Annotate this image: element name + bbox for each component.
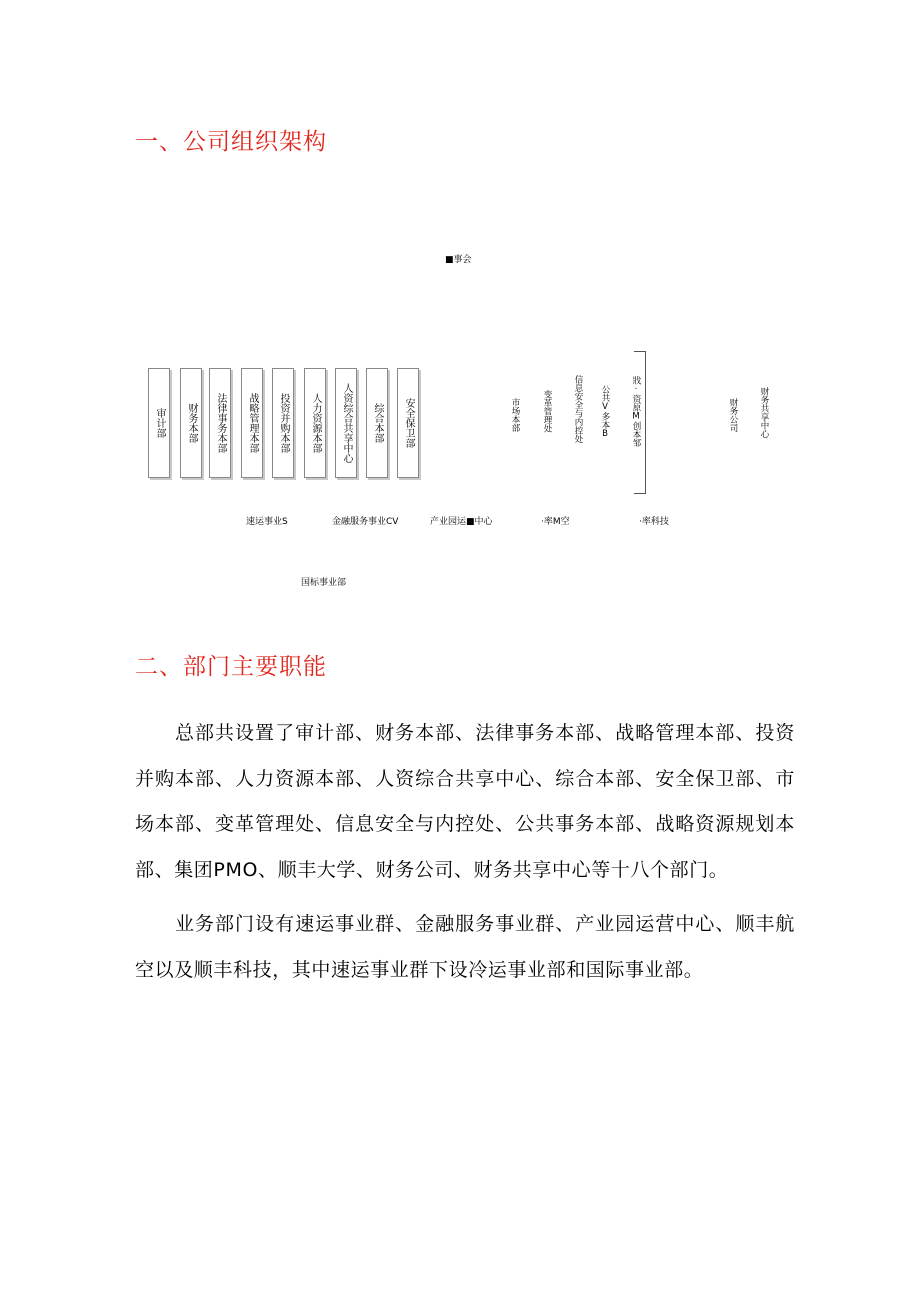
org-label-public-affairs: 公共V多本B (600, 385, 610, 439)
org-box-general (366, 368, 388, 478)
bu-express: 速运事业S (246, 517, 288, 527)
org-label-finance-shared: 财务共享中心 (759, 387, 769, 438)
bu-finance-services: 金融服务事业CV (332, 517, 399, 527)
org-box-label: 法律事务本部 (215, 393, 226, 453)
board-label: ■事会 (445, 255, 472, 265)
bu-industrial-park: 产业园运■中心 (430, 517, 493, 527)
org-box-finance (180, 368, 202, 478)
paragraph-business: 业务部门设有速运事业群、金融服务事业群、产业园运营中心、顺丰航空以及顺丰科技，其中速运事业群下设冷运事业部和国际事业部。 (135, 913, 795, 981)
org-box-strategy (241, 368, 263, 478)
org-label-reform: 变革管理处 (542, 390, 552, 433)
org-box-label: 人资综合共享中心 (341, 383, 352, 463)
org-box-hr (304, 368, 326, 478)
section-title-org-structure: 一、公司组织架构 (135, 129, 327, 155)
paragraph-headquarters: 总部共设置了审计部、财务本部、法律事务本部、战略管理本部、投资并购本部、人力资源本部、人资综合共享中心、综合本部、安全保卫部、市场本部、变革管理处、信息安全与内控处、公共事务本部、战略资源规划本部、集团PMO、顺丰大学、财务公司、财务共享中心等十八个部门。 (135, 722, 795, 881)
org-box-label: 安全保卫部 (403, 398, 414, 448)
org-label-finance-company: 财务公司 (728, 398, 738, 432)
org-box-label: 综合本部 (372, 403, 383, 443)
org-box-label: 人力资源本部 (310, 393, 321, 453)
org-box-label: 财务本部 (186, 403, 197, 443)
org-box-label: 战略管理本部 (247, 393, 258, 453)
org-label-market: 市场本部 (510, 398, 520, 432)
org-box-label: 审计部 (154, 408, 165, 438)
section-title-department-functions: 二、部门主要职能 (135, 654, 327, 680)
bu-international: 国标事业部 (301, 578, 347, 588)
org-box-audit (148, 368, 170, 478)
org-box-security (397, 368, 419, 478)
org-box-label: 投资并购本部 (278, 393, 289, 453)
bu-technology: ·率科技 (639, 517, 669, 527)
org-box-investment (272, 368, 294, 478)
org-chart (0, 0, 920, 640)
org-bracket (634, 351, 646, 494)
org-label-infosec: 信息安全与内控处 (573, 375, 583, 443)
org-box-hr-shared (335, 368, 357, 478)
org-label-strategic-resources: 戕·资原M创本邹 (631, 376, 641, 447)
org-box-legal (209, 368, 231, 478)
bu-airlines: ·率M空 (541, 517, 570, 527)
